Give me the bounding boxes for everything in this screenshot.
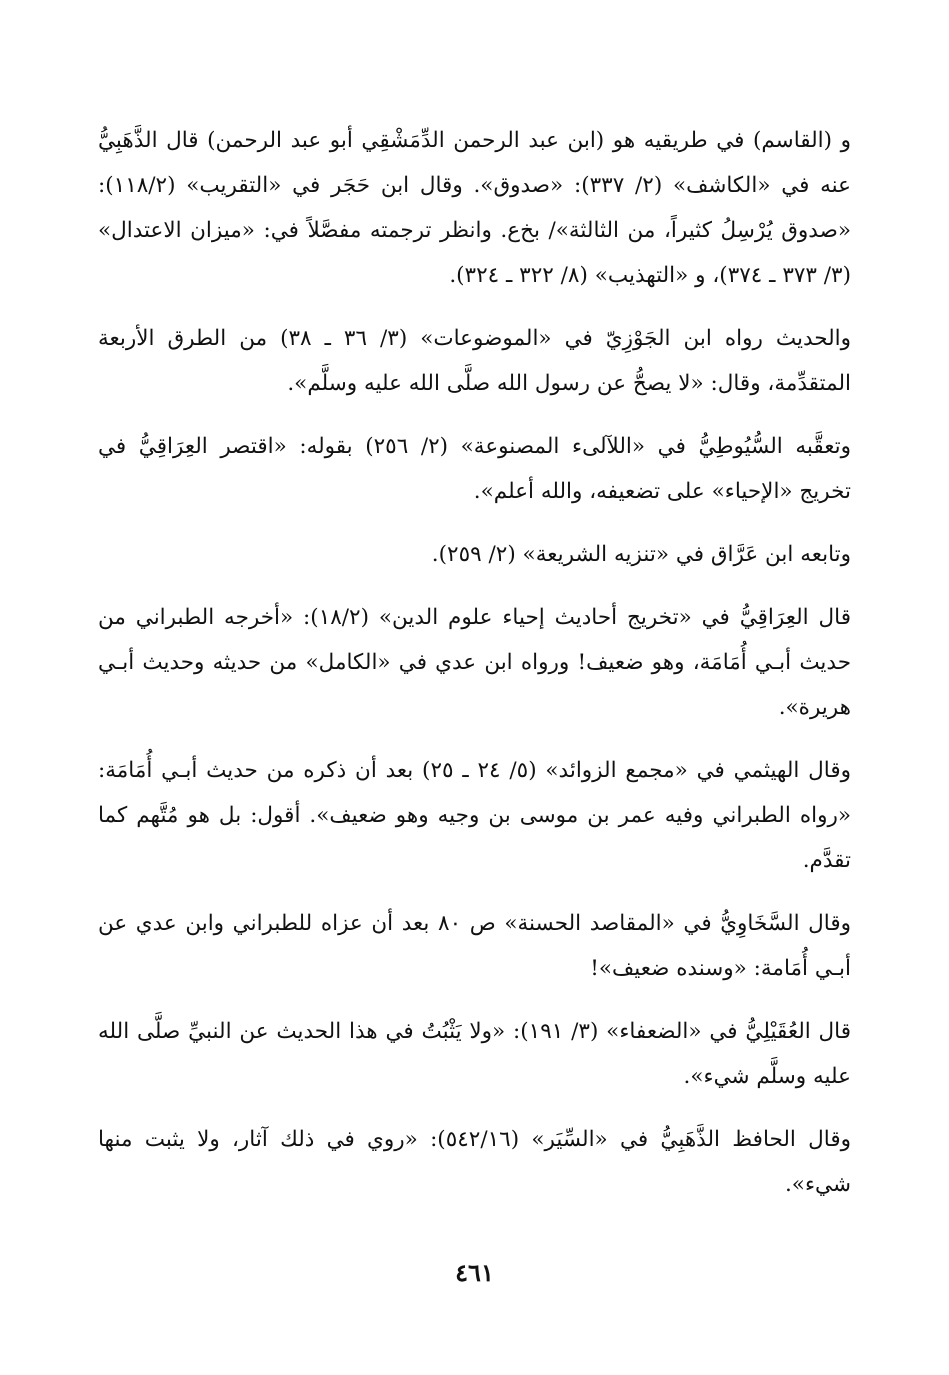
paragraph-haythami: وقال الهيثمي في «مجمع الزوائد» (٥/ ٢٤ ـ ٢٥) بعد أن ذكره من حديث أبـي أُمَامَة: «رواه الطبراني وفيه عمر بن موسى بن وجيه وهو ضعيف». أقول: بل هو مُتَّهم كما تقدَّم.: [98, 758, 852, 873]
paragraph-iraqi: قال العِرَاقِيُّ في «تخريج أحاديث إحياء علوم الدين» (١٨/٢): «أخرجه الطبراني من حديث أبـي أُمَامَة، وهو ضعيف! ورواه ابن عدي في «الكامل» من حديثه وحديث أبـي هريرة».: [98, 605, 851, 720]
paragraph-dhahabi: وقال الحافظ الذَّهَبِيُّ في «السِّيَر» (٥٤٢/١٦): «روي في ذلك آثار، ولا يثبت منها شيء».: [98, 1127, 851, 1197]
paragraph-sakhawi: وقال السَّخَاوِيُّ في «المقاصد الحسنة» ص ٨٠ بعد أن عزاه للطبراني وابن عدي عن أبـي أُمَامة: «وسنده ضعيف»!: [98, 911, 851, 981]
paragraph-suyuti: وتعقَّبه السُّيُوطِيُّ في «اللآلىء المصنوعة» (٢/ ٢٥٦) بقوله: «اقتصر العِرَاقِيُّ في تخريج «الإحياء» على تضعيفه، والله أعلم».: [98, 434, 851, 504]
page-number: ٤٦١: [455, 1258, 494, 1287]
paragraph-narrator-note: و (القاسم) في طريقيه هو (ابن عبد الرحمن الدِّمَشْقِي أبو عبد الرحمن) قال الذَّهَبِيُّ عنه في «الكاشف» (٢/ ٣٣٧): «صدوق». وقال ابن حَجَر في «التقريب» (١١٨/٢): «صدوق يُرْسِلُ كثيراً، من الثالثة»/ بخ‌ع. وانظر ترجمته مفصَّلاً في: «ميزان الاعتدال» (٣/ ٣٧٣ ـ ٣٧٤)، و «التهذيب» (٨/ ٣٢٢ ـ ٣٢٤).: [98, 128, 851, 288]
paragraph-uqayli: قال العُقَيْلِيُّ في «الضعفاء» (٣/ ١٩١): «ولا يَثْبُتُ في هذا الحديث عن النبيِّ صلَّى الله عليه وسلَّم شيء».: [98, 1019, 851, 1089]
body-text: [98, 118, 851, 1225]
paragraph-ibn-al-jawzi: والحديث رواه ابن الجَوْزِيّ في «الموضوعات» (٣/ ٣٦ ـ ٣٨) من الطرق الأربعة المتقدِّمة، وقال: «لا يصحُّ عن رسول الله صلَّى الله عليه وسلَّم».: [98, 326, 852, 396]
paragraph-ibn-arraq: وتابعه ابن عَرَّاق في «تنزيه الشريعة» (٢/ ٢٥٩).: [431, 542, 851, 567]
